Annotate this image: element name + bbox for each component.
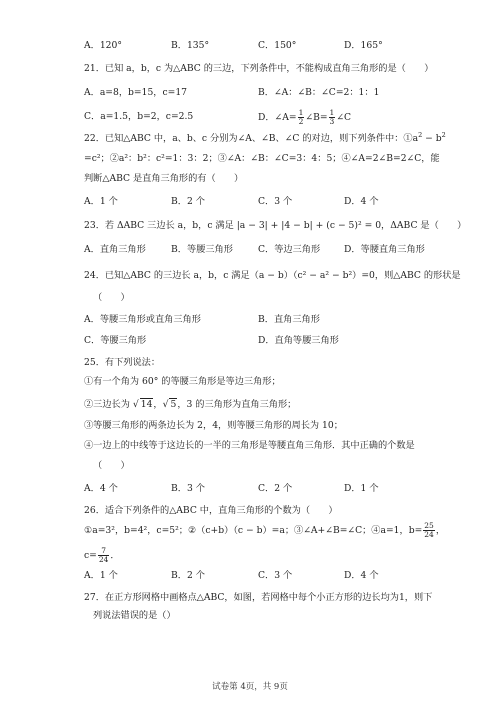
- q24-option-d: D．直角等腰三角形: [258, 335, 339, 346]
- q22-line-2: =c²；②a²：b²：c²=1：3：2；③∠A：∠B：∠C=3：4：5；④∠A=2∠B=2∠C，能: [84, 153, 440, 164]
- q25-option-a: A．4 个: [84, 483, 118, 494]
- q25-statement-1: ①有一个角为 60° 的等腰三角形是等边三角形；: [84, 376, 281, 387]
- q26-line-1: ①a=3²，b=4²，c=5²；②（c+b）（c − b）=a；③∠A+∠B=∠C；④a=1，b= $\frac{25}{24}$ ，: [84, 521, 446, 539]
- q25-statement-4: ④一边上的中线等于这边长的一半的三角形是等腰直角三角形．其中正确的个数是: [84, 440, 415, 451]
- q26-stem: 26．适合下列条件的△ABC 中，直角三角形的个数为（ ）: [84, 505, 338, 516]
- q24-option-b: B．直角三角形: [258, 314, 320, 325]
- q25-stem: 25．有下列说法：: [84, 357, 161, 368]
- q24-option-a: A．等腰三角形或直角三角形: [84, 314, 201, 325]
- q26-option-b: B．2 个: [171, 570, 205, 581]
- q26-option-a: A．1 个: [84, 570, 118, 581]
- q25-option-d: D．1 个: [344, 483, 379, 494]
- q23-option-c: C．等边三角形: [258, 244, 321, 255]
- q23-stem: 23．若 ΔABC 三边长 a，b，c 满足 |a − 3| + |4 − b| + (c − 5)² = 0，ΔABC 是（ ）: [84, 220, 467, 231]
- q21-stem: 21．已知 a，b，c 为△ABC 的三边，下列条件中，不能构成直角三角形的是（ ）: [84, 63, 434, 74]
- q27-line-1: 27．在正方形网格中画格点△ABC，如图，若网格中每个小正方形的边长均为1，则下: [84, 592, 433, 603]
- q24-paren: （ ）: [93, 292, 130, 303]
- q21-option-c: C．a=1.5，b=2，c=2.5: [84, 111, 194, 122]
- fraction: $\frac{1}{2}$: [298, 108, 304, 126]
- q27-line-2: 列说法错误的是（）: [93, 610, 176, 621]
- q26-option-c: C．3 个: [258, 570, 293, 581]
- q22-option-d: D．4 个: [344, 196, 379, 207]
- q22-line-1: 22．已知△ABC 中，a、b、c 分别为∠A、∠B、∠C 的对边，则下列条件中：$①a^2 - b^2$: [84, 131, 446, 144]
- q23-option-d: D．等腰直角三角形: [344, 244, 425, 255]
- q22-option-c: C．3 个: [258, 196, 293, 207]
- q24-option-c: C．等腰三角形: [84, 335, 147, 346]
- q25-option-b: B．3 个: [171, 483, 205, 494]
- q23-option-a: A．直角三角形: [84, 244, 146, 255]
- q21-option-d: D．∠A= $\frac{1}{2}$ ∠B= $\frac{1}{3}$ ∠C: [258, 108, 352, 126]
- q21-option-a: A．a=8，b=15，c=17: [84, 87, 188, 98]
- q21-option-b: B．∠A：∠B：∠C=2：1：1: [258, 87, 380, 98]
- fraction: $\frac{1}{3}$: [329, 108, 335, 126]
- q26-line-2: c= $\frac{7}{24}$ ．: [84, 546, 120, 564]
- q23-option-b: B．等腰三角形: [171, 244, 233, 255]
- fraction: $\frac{25}{24}$: [424, 521, 434, 539]
- q25-paren: （ ）: [93, 460, 130, 471]
- fraction: $\frac{7}{24}$: [98, 546, 109, 564]
- q22-line-3: 判断△ABC 是直角三角形的有（ ）: [84, 173, 244, 184]
- q26-option-d: D．4 个: [344, 570, 379, 581]
- q20-option-a: A．120°: [84, 40, 122, 51]
- q25-statement-2: ②三边长为 √ 14，√ 5，3 的三角形为直角三角形；: [84, 399, 297, 410]
- q25-statement-3: ③等腰三角形的两条边长为 2，4，则等腰三角形的周长为 10；: [84, 420, 343, 431]
- q20-option-d: D．165°: [344, 40, 383, 51]
- page-footer: 试卷第 4页，共 9页: [212, 682, 288, 692]
- q20-option-b: B．135°: [171, 40, 210, 51]
- q22-option-a: A．1 个: [84, 196, 118, 207]
- q24-stem: 24．已知△ABC 的三边长 a，b，c 满足（a − b）（c² − a² − b²）=0，则△ABC 的形状是: [84, 270, 461, 281]
- q20-option-c: C．150°: [258, 40, 297, 51]
- q25-option-c: C．2 个: [258, 483, 293, 494]
- q22-option-b: B．2 个: [171, 196, 205, 207]
